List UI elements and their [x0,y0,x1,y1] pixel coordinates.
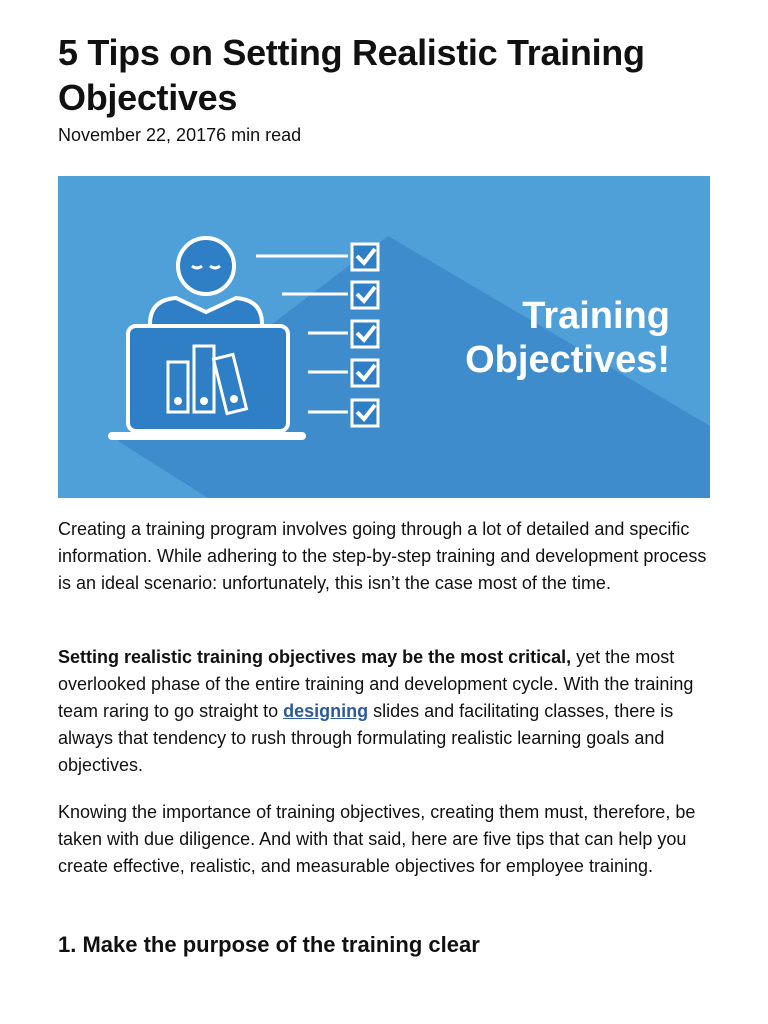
paragraph-importance: Knowing the importance of training objectives, creating them must, therefore, be taken with due diligence. And with that said, here are five tips that can help you create effective, realistic, and measurable objectives for employee training. [58,802,696,876]
article-meta: November 22, 20176 min read [58,125,302,145]
hero-image [58,176,710,498]
hero-text-line1: Training [522,295,670,337]
designing-link[interactable]: designing [283,701,369,721]
section-heading-1: 1. Make the purpose of the training clear [58,932,480,957]
paragraph-text-2: slides and facilitating classes, there is always that tendency to rush through formulating realistic learning goals and objectives. [58,701,674,775]
paragraph-intro: Creating a training program involves going through a lot of detailed and specific information. While adhering to the step-by-step training and development process is an ideal scenario: unfortunately, this isn’t the case most of the time. [58,519,707,593]
paragraph-critical [58,644,710,779]
person-icon [150,238,262,324]
paragraph-bold-lead: Setting realistic training objectives may be the most critical, [58,647,572,667]
paragraph-text-1: yet the most overlooked phase of the entire training and development cycle. With the training team raring to go straight to [58,647,694,721]
hero-illustration [58,176,710,498]
hero-text-line2: Objectives! [465,339,670,381]
article-title: 5 Tips on Setting Realistic Training Objectives [58,32,645,118]
